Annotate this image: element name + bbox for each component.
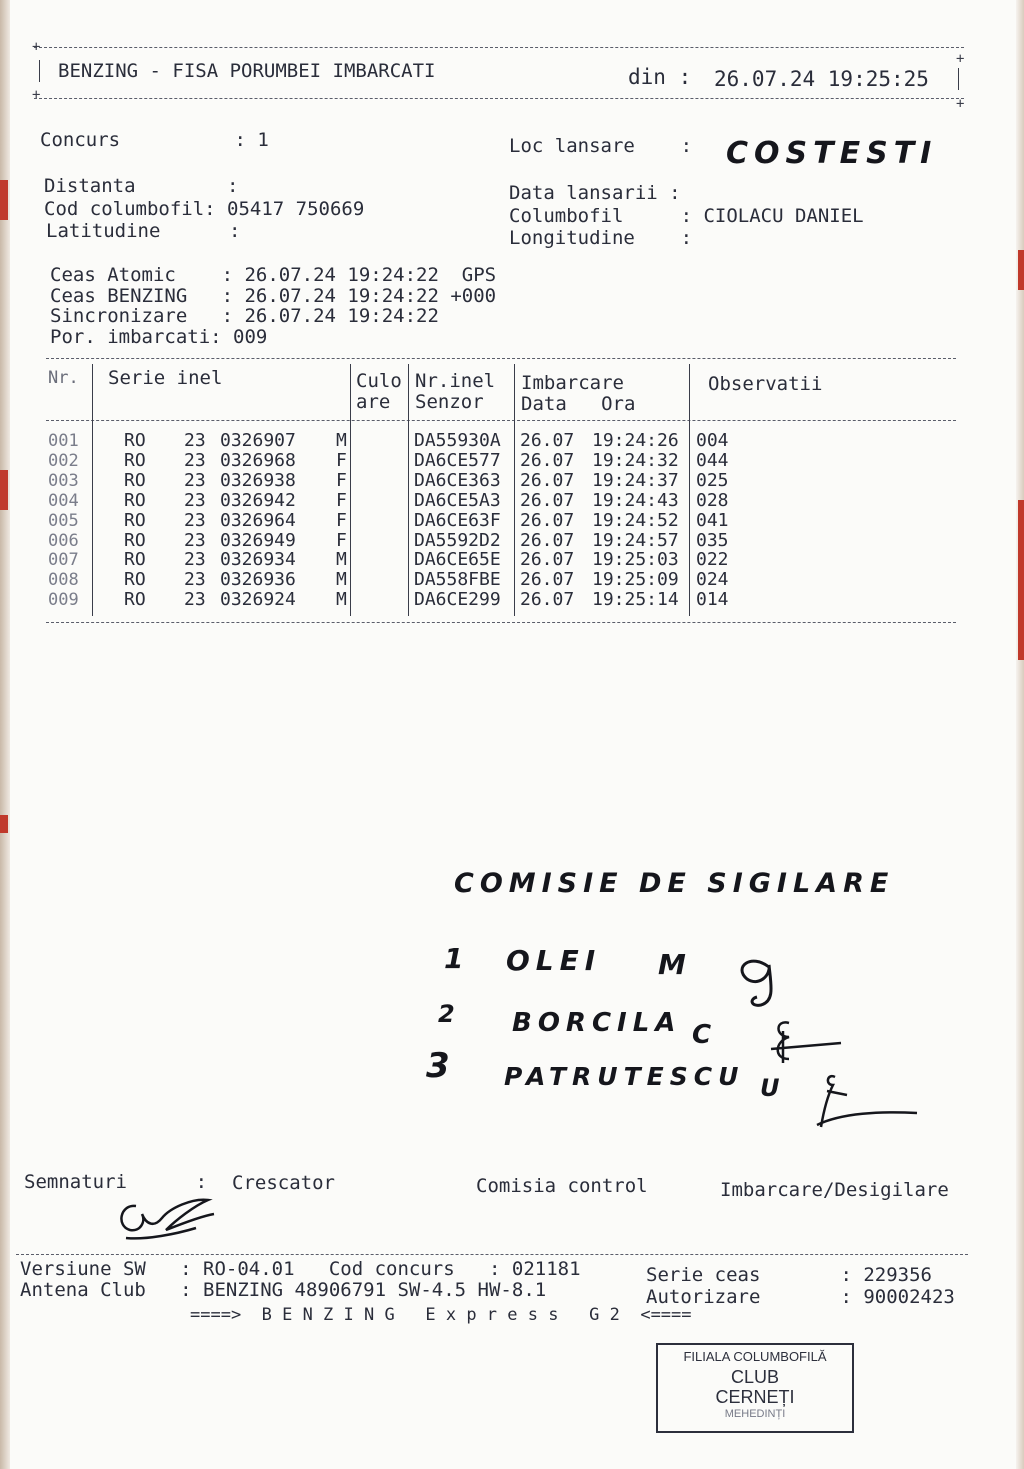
row-year: 23 <box>184 509 206 531</box>
loc-lansare-handwritten: COSTESTI <box>726 136 938 171</box>
row-time: 19:25:14 <box>592 589 679 611</box>
row-sex: M <box>336 549 347 571</box>
row-observatii: 014 <box>696 589 729 611</box>
table-header-border <box>46 420 956 421</box>
latitudine-field: Latitudine : <box>46 220 241 242</box>
table-row <box>6 431 1018 451</box>
col-header-culoare: are <box>356 391 391 413</box>
imbarcare-desigilare-label: Imbarcare/Desigilare <box>720 1179 949 1201</box>
stamp-line: MEHEDINȚI <box>724 1408 786 1420</box>
serie-ceas-field: Serie ceas : 229356 <box>646 1264 932 1286</box>
corner-mark: + <box>32 39 41 55</box>
col-header-observatii: Observatii <box>708 373 823 395</box>
row-sensor-id: DA5592D2 <box>414 529 501 551</box>
crescator-label: Crescator <box>232 1172 335 1194</box>
comisie-heading-handwritten: COMISIE DE SIGILARE <box>454 868 895 899</box>
col-header-senzor: Senzor <box>415 391 484 413</box>
row-sex: F <box>336 529 347 551</box>
data-lansarii-field: Data lansarii : <box>509 182 681 204</box>
row-sex: M <box>336 569 347 591</box>
sincronizare-field: Sincronizare : 26.07.24 19:24:22 <box>50 305 439 327</box>
commission-signatures <box>731 945 931 1135</box>
col-header-data-ora: Data Ora <box>521 393 636 415</box>
row-nr: 007 <box>48 550 79 571</box>
loc-lansare-field: Loc lansare : <box>509 135 693 157</box>
row-observatii: 024 <box>696 569 729 591</box>
ceas-benzing-field: Ceas BENZING : 26.07.24 19:24:22 +000 <box>50 285 497 307</box>
col-header-serie: Serie inel <box>108 367 223 389</box>
member-1-initial: M <box>658 948 692 981</box>
row-year: 23 <box>184 589 206 611</box>
member-3-name: PATRUTESCU <box>504 1062 745 1091</box>
row-sex: F <box>336 469 347 491</box>
row-sex: F <box>336 509 347 531</box>
row-date: 26.07 <box>520 430 575 451</box>
corner-mark: + <box>956 96 965 112</box>
row-sensor-id: DA6CE299 <box>414 589 501 611</box>
member-2-number: 2 <box>438 1000 461 1028</box>
row-time: 19:24:37 <box>592 469 679 491</box>
row-sensor-id: DA6CE363 <box>414 469 501 491</box>
footer-border <box>16 1254 968 1255</box>
row-country: RO <box>124 589 146 611</box>
row-nr: 003 <box>48 470 79 491</box>
row-observatii: 025 <box>696 469 729 491</box>
distanta-field: Distanta : <box>44 175 239 197</box>
row-ring-number: 0326924 <box>220 589 296 611</box>
row-nr: 006 <box>48 530 79 551</box>
benzing-express-banner: ====> B E N Z I N G E x p r e s s G 2 <==== <box>190 1305 692 1325</box>
row-country: RO <box>124 549 146 571</box>
table-bottom-border <box>46 622 956 623</box>
paper-right-edge <box>1016 0 1024 1469</box>
row-country: RO <box>124 469 146 491</box>
col-header-nr-inel: Nr.inel <box>415 370 496 392</box>
row-time: 19:24:57 <box>592 529 679 551</box>
row-observatii: 035 <box>696 529 729 551</box>
document-page <box>6 0 1018 1469</box>
row-nr: 008 <box>48 570 79 591</box>
row-nr: 004 <box>48 490 79 511</box>
breeder-signature <box>106 1192 226 1252</box>
row-sensor-id: DA6CE65E <box>414 549 501 571</box>
row-ring-number: 0326936 <box>220 569 296 591</box>
row-sex: F <box>336 449 347 471</box>
row-country: RO <box>124 430 146 451</box>
autorizare-field: Autorizare : 90002423 <box>646 1286 955 1308</box>
din-label: din : <box>628 65 692 89</box>
paper-left-edge <box>0 0 10 1469</box>
row-year: 23 <box>184 430 206 451</box>
row-nr: 002 <box>48 450 79 471</box>
row-nr: 001 <box>48 431 79 451</box>
row-sensor-id: DA55930A <box>414 430 501 451</box>
ceas-atomic-field: Ceas Atomic : 26.07.24 19:24:22 GPS <box>50 264 497 286</box>
corner-mark: + <box>32 87 41 103</box>
comisia-control-label: Comisia control <box>476 1175 648 1197</box>
row-time: 19:24:52 <box>592 509 679 531</box>
din-value: 26.07.24 19:25:25 <box>714 67 929 91</box>
concurs-field: Concurs : 1 <box>40 129 269 151</box>
row-observatii: 004 <box>696 430 729 451</box>
row-year: 23 <box>184 529 206 551</box>
row-sex: M <box>336 589 347 611</box>
col-header-imbarcare: Imbarcare <box>521 372 624 394</box>
row-date: 26.07 <box>520 489 575 511</box>
versiune-sw-field: Versiune SW : RO-04.01 Cod concurs : 021181 <box>20 1258 581 1280</box>
col-header-culoare: Culo <box>356 370 402 392</box>
row-sensor-id: DA558FBE <box>414 569 501 591</box>
table-row <box>6 570 1018 590</box>
row-country: RO <box>124 569 146 591</box>
table-row <box>6 451 1018 471</box>
row-year: 23 <box>184 569 206 591</box>
row-year: 23 <box>184 449 206 471</box>
member-3-initial: U <box>760 1074 786 1102</box>
row-observatii: 041 <box>696 509 729 531</box>
row-country: RO <box>124 489 146 511</box>
antena-club-field: Antena Club : BENZING 48906791 SW-4.5 HW-8.1 <box>20 1279 547 1301</box>
row-time: 19:24:26 <box>592 430 679 451</box>
header-bottom-border <box>34 98 964 99</box>
row-time: 19:24:32 <box>592 449 679 471</box>
stamp-line: CLUB <box>730 1367 779 1387</box>
member-1-number: 1 <box>444 942 470 975</box>
header-right-bar <box>958 68 959 90</box>
row-date: 26.07 <box>520 529 575 551</box>
row-date: 26.07 <box>520 569 575 591</box>
member-1-name: OLEI <box>506 944 602 977</box>
row-ring-number: 0326949 <box>220 529 296 551</box>
table-row <box>6 531 1018 551</box>
row-observatii: 044 <box>696 449 729 471</box>
table-row <box>6 550 1018 570</box>
row-country: RO <box>124 509 146 531</box>
row-ring-number: 0326938 <box>220 469 296 491</box>
row-year: 23 <box>184 549 206 571</box>
table-row <box>6 471 1018 491</box>
longitudine-field: Longitudine : <box>509 227 693 249</box>
row-ring-number: 0326964 <box>220 509 296 531</box>
row-time: 19:24:43 <box>592 489 679 511</box>
member-3-number: 3 <box>426 1046 456 1086</box>
row-time: 19:25:03 <box>592 549 679 571</box>
table-row <box>6 511 1018 531</box>
cod-columbofil-field: Cod columbofil: 05417 750669 <box>44 198 365 220</box>
row-time: 19:25:09 <box>592 569 679 591</box>
row-ring-number: 0326968 <box>220 449 296 471</box>
row-date: 26.07 <box>520 549 575 571</box>
row-ring-number: 0326934 <box>220 549 296 571</box>
row-nr: 009 <box>48 590 79 611</box>
corner-mark: + <box>956 51 965 67</box>
row-observatii: 022 <box>696 549 729 571</box>
table-row <box>6 491 1018 511</box>
row-sensor-id: DA6CE577 <box>414 449 501 471</box>
row-date: 26.07 <box>520 469 575 491</box>
club-stamp <box>656 1343 854 1433</box>
row-date: 26.07 <box>520 589 575 611</box>
col-header-nr: Nr. <box>48 368 79 388</box>
row-year: 23 <box>184 489 206 511</box>
table-row <box>6 590 1018 610</box>
row-sensor-id: DA6CE5A3 <box>414 489 501 511</box>
row-year: 23 <box>184 469 206 491</box>
row-ring-number: 0326942 <box>220 489 296 511</box>
table-top-border <box>46 358 956 359</box>
row-ring-number: 0326907 <box>220 430 296 451</box>
document-title: BENZING - FISA PORUMBEI IMBARCATI <box>58 60 436 82</box>
header-top-border <box>34 47 964 48</box>
columbofil-field: Columbofil : CIOLACU DANIEL <box>509 205 864 227</box>
row-country: RO <box>124 449 146 471</box>
member-2-initial: C <box>692 1020 718 1050</box>
row-sensor-id: DA6CE63F <box>414 509 501 531</box>
row-sex: F <box>336 489 347 511</box>
row-sex: M <box>336 430 347 451</box>
row-date: 26.07 <box>520 509 575 531</box>
stamp-line: FILIALA COLUMBOFILĂ <box>683 1349 827 1364</box>
row-nr: 005 <box>48 510 79 531</box>
member-2-name: BORCILA <box>512 1008 682 1038</box>
semnaturi-label: Semnaturi : <box>24 1171 208 1193</box>
row-date: 26.07 <box>520 449 575 471</box>
porumbei-imbarcati-field: Por. imbarcati: 009 <box>50 326 268 348</box>
stamp-line: CERNEȚI <box>715 1387 795 1407</box>
header-left-bar <box>39 60 40 82</box>
row-country: RO <box>124 529 146 551</box>
row-observatii: 028 <box>696 489 729 511</box>
